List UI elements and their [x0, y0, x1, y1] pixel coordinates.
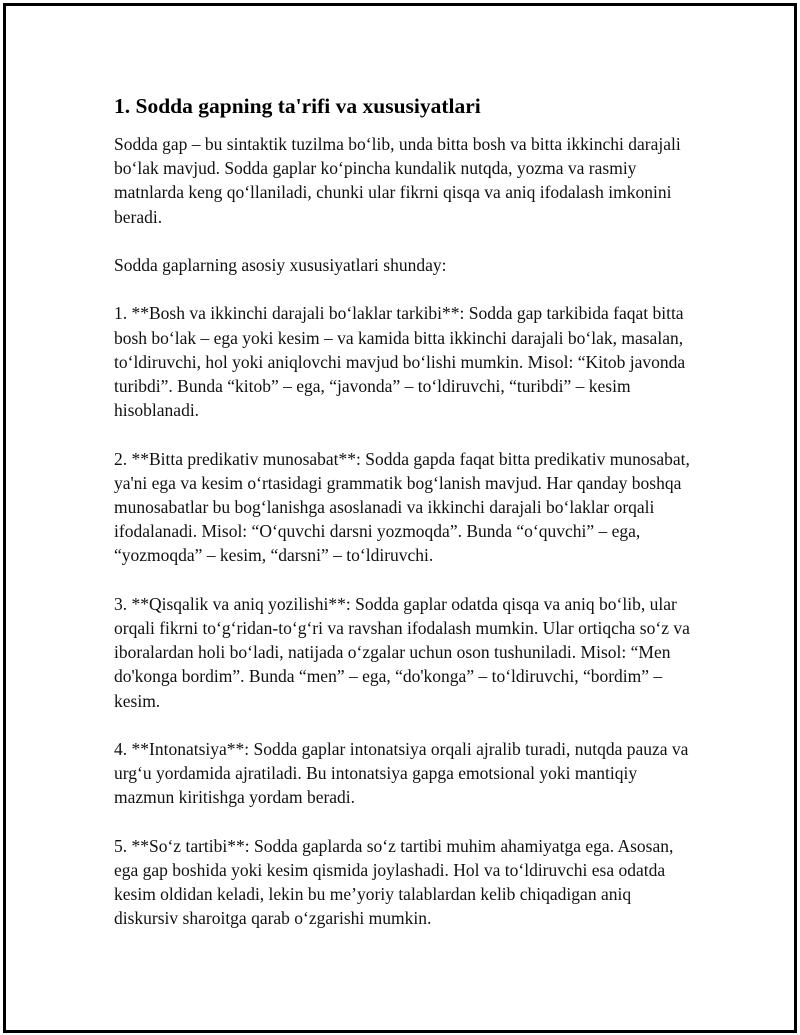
paragraph-item-3: 3. **Qisqalik va aniq yozilishi**: Sodda gaplar odatda qisqa va aniq bo‘lib, ular orqali fikrni to‘g‘ridan-to‘g‘ri va ravshan ifodalash mumkin. Ular ortiqcha so‘z va iboralardan holi bo‘ladi, natijada o‘zgalar uchun oson tushuniladi. Misol: “Men do'konga bordim”. Bunda “men” – ega, “do'konga” – to‘ldiruvchi, “bordim” – kesim.	[114, 593, 690, 711]
paragraph-intro: Sodda gap – bu sintaktik tuzilma bo‘lib, unda bitta bosh va bitta ikkinchi darajali bo‘lak mavjud. Sodda gaplar ko‘pincha kundalik nutqda, yozma va rasmiy matnlarda keng qo‘llaniladi, chunki ular fikrni qisqa va aniq ifodalash imkonini beradi.	[114, 134, 681, 227]
document-body	[114, 93, 694, 955]
paragraph-item-2: 2. **Bitta predikativ munosabat**: Sodda gapda faqat bitta predikativ munosabat, ya'ni ega va kesim o‘rtasidagi grammatik bog‘lanish mavjud. Har qanday boshqa munosabatlar bu bog‘lanishga asoslanadi va ikkinchi darajali bo‘laklar orqali ifodalanadi. Misol: “O‘quvchi darsni yozmoqda”. Bunda “o‘quvchi” – ega, “yozmoqda” – kesim, “darsni” – to‘ldiruvchi.	[114, 448, 690, 566]
paragraph-item-1: 1. **Bosh va ikkinchi darajali bo‘laklar tarkibi**: Sodda gap tarkibida faqat bitta bosh bo‘lak – ega yoki kesim – va kamida bitta ikkinchi darajali bo‘lak, masalan, to‘ldiruvchi, hol yoki aniqlovchi mavjud bo‘lishi mumkin. Misol: “Kitob javonda turibdi”. Bunda “kitob” – ega, “javonda” – to‘ldiruvchi, “turibdi” – kesim hisoblanadi.	[114, 303, 686, 421]
paragraph-properties-lead: Sodda gaplarning asosiy xususiyatlari shunday:	[114, 255, 447, 275]
paragraph-item-5: 5. **So‘z tartibi**: Sodda gaplarda so‘z tartibi muhim ahamiyatga ega. Asosan, ega gap boshida yoki kesim qismida joylashadi. Hol va to‘ldiruvchi esa odatda kesim oldidan keladi, lekin bu me’yoriy talablardan kelib chiqadigan aniq diskursiv sharoitga qarab o‘zgarishi mumkin.	[114, 835, 674, 929]
paragraph-item-4: 4. **Intonatsiya**: Sodda gaplar intonatsiya orqali ajralib turadi, nutqda pauza va urg‘u yordamida ajratiladi. Bu intonatsiya gapga emotsional yoki mantiqiy mazmun kiritishga yordam beradi.	[114, 739, 689, 808]
section-heading: 1. Sodda gapning ta'rifi va xususiyatlari	[114, 94, 481, 118]
